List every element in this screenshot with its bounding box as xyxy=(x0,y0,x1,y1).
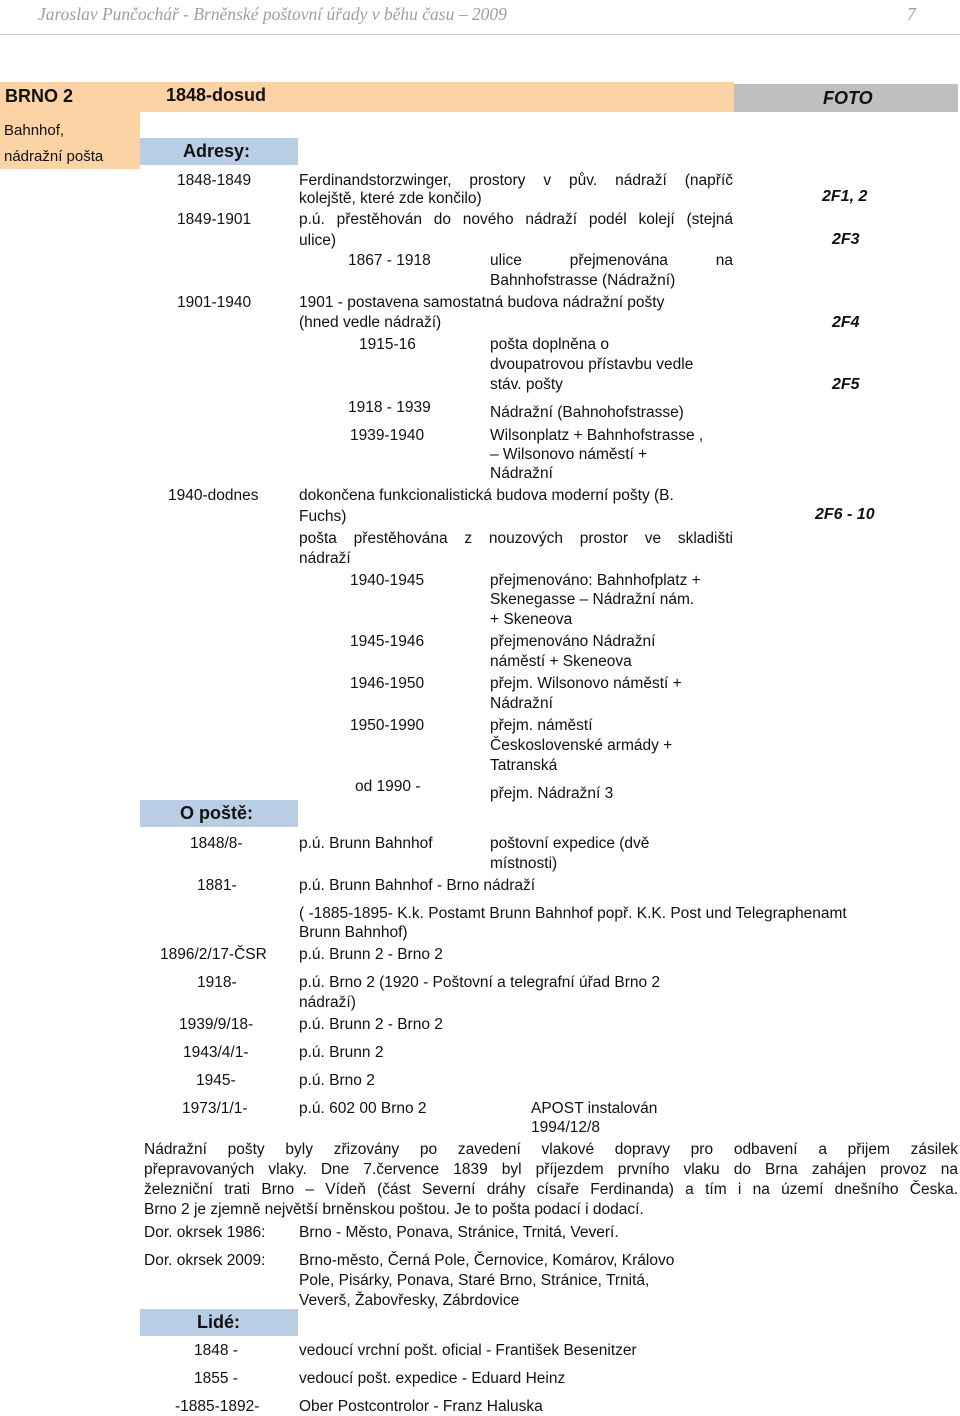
address-text: Wilsonplatz + Bahnhofstrasse , xyxy=(490,427,704,444)
address-text: Fuchs) xyxy=(299,508,347,525)
address-text: Tatranská xyxy=(490,757,558,774)
address-year: 1901-1940 xyxy=(177,294,252,311)
address-year: 1940-1945 xyxy=(350,572,425,589)
address-text: Bahnhofstrasse (Nádražní) xyxy=(490,272,676,289)
address-text: přejm. náměstí xyxy=(490,717,593,734)
o-poste-heading: O poště: xyxy=(180,803,254,823)
district-text: Brno-město, Černá Pole, Černovice, Komárov, Královo xyxy=(299,1252,675,1269)
address-text: pošta přestěhována z nouzových prostor ve skladišti xyxy=(299,530,733,547)
about-date: 1848/8- xyxy=(190,835,243,852)
address-text: Nádražní xyxy=(490,695,553,712)
about-note: ( -1885-1895- K.k. Postamt Brunn Bahnhof popř. K.K. Post und Telegraphenamt xyxy=(299,905,847,922)
person-date: 1855 - xyxy=(194,1370,238,1387)
about-date: 1945- xyxy=(196,1072,236,1089)
district-text: Veverš, Žabovřesky, Zábrdovice xyxy=(299,1292,520,1309)
photo-ref: 2F3 xyxy=(832,231,860,248)
address-text: Ferdinandstorzwinger, prostory v pův. nádraží (napříč xyxy=(299,172,733,189)
person-date: 1848 - xyxy=(194,1342,238,1359)
address-year: 1946-1950 xyxy=(350,675,425,692)
photo-ref: 2F6 - 10 xyxy=(815,506,875,523)
lide-heading: Lidé: xyxy=(197,1312,240,1332)
address-text: ulice) xyxy=(299,232,337,249)
person-text: Ober Postcontrolor - Franz Haluska xyxy=(299,1398,543,1415)
photo-ref: 2F5 xyxy=(832,376,860,393)
address-year: 1939-1940 xyxy=(350,427,425,444)
about-name: p.ú. Brunn Bahnhof xyxy=(299,835,433,852)
paragraph-line: přepravovaných vlaky. Dne 7.července 1839 byl příjezdem prvního vlaku do Brna zahájen provoz na xyxy=(144,1161,958,1178)
photo-ref: 2F1, 2 xyxy=(822,188,868,205)
address-year: od 1990 - xyxy=(355,778,421,795)
address-text: přejmenováno Nádražní xyxy=(490,633,656,650)
address-text: Československé armády + xyxy=(490,737,673,754)
about-date: 1943/4/1- xyxy=(183,1044,249,1061)
about-name: p.ú. Brno 2 xyxy=(299,1072,375,1089)
address-text: přejm. Wilsonovo náměstí + xyxy=(490,675,682,692)
history-paragraph xyxy=(144,1140,958,1220)
paragraph-line: Brno 2 je zjemně největší brněnskou poštou. Je to pošta podací i dodací. xyxy=(144,1201,644,1218)
address-text: dvoupatrovou přístavbu vedle xyxy=(490,356,694,373)
header-divider xyxy=(0,34,960,35)
about-name: p.ú. Brunn 2 - Brno 2 xyxy=(299,946,443,963)
address-text: přejm. Nádražní 3 xyxy=(490,785,614,802)
about-note: APOST instalován xyxy=(531,1100,658,1117)
person-date: -1885-1892- xyxy=(175,1398,260,1415)
district-label: Dor. okrsek 2009: xyxy=(144,1252,266,1269)
about-name: p.ú. Brunn 2 xyxy=(299,1044,384,1061)
address-text: kolejště, které zde končilo) xyxy=(299,190,482,207)
address-year: 1940-dodnes xyxy=(168,487,259,504)
about-date: 1896/2/17-ČSR xyxy=(160,946,267,963)
page-number: 7 xyxy=(907,4,916,24)
paragraph-line: Nádražní pošty byly zřizovány po zavedení vlakové dopravy pro odbavení a přijem zásilek xyxy=(144,1141,958,1158)
office-subtitle-line1: Bahnhof, xyxy=(4,122,65,139)
address-text: (hned vedle nádraží) xyxy=(299,314,442,331)
address-text: stáv. pošty xyxy=(490,376,563,393)
paragraph-line: železniční trati Brno – Vídeň (část Severní dráhy císaře Ferdinanda) a tím i na území dnešního Česka. xyxy=(144,1181,958,1198)
address-text: nádraží xyxy=(299,550,351,567)
address-text: p.ú. přestěhován do nového nádraží podél kolejí (stejná xyxy=(299,211,733,228)
office-name: BRNO 2 xyxy=(5,86,74,106)
address-year: 1849-1901 xyxy=(177,211,252,228)
address-text: ulice přejmenována na xyxy=(490,252,733,269)
address-year: 1945-1946 xyxy=(350,633,425,650)
district-label: Dor. okrsek 1986: xyxy=(144,1224,266,1241)
office-subtitle-line2: nádražní pošta xyxy=(4,148,104,165)
address-text: přejmenováno: Bahnhofplatz + xyxy=(490,572,701,589)
address-text: Nádražní (Bahnohofstrasse) xyxy=(490,404,684,421)
address-year: 1867 - 1918 xyxy=(348,252,431,269)
person-text: vedoucí pošt. expedice - Eduard Heinz xyxy=(299,1370,566,1387)
adresy-heading: Adresy: xyxy=(183,141,251,161)
address-text: Skenegasse – Nádražní nám. xyxy=(490,591,695,608)
address-text: – Wilsonovo náměstí + xyxy=(490,446,648,463)
about-name: nádraží) xyxy=(299,994,356,1011)
address-year: 1918 - 1939 xyxy=(348,399,431,416)
district-text: Pole, Pisárky, Ponava, Staré Brno, Stránice, Trnitá, xyxy=(299,1272,650,1289)
about-name: p.ú. 602 00 Brno 2 xyxy=(299,1100,427,1117)
office-period: 1848-dosud xyxy=(166,85,267,105)
address-text: pošta doplněna o xyxy=(490,336,609,353)
about-name: p.ú. Brunn 2 - Brno 2 xyxy=(299,1016,443,1033)
about-date: 1939/9/18- xyxy=(179,1016,254,1033)
person-text: vedoucí vrchní pošt. oficial - František Besenitzer xyxy=(299,1342,637,1359)
address-year: 1950-1990 xyxy=(350,717,425,734)
address-text: náměstí + Skeneova xyxy=(490,653,632,670)
about-date: 1918- xyxy=(197,974,237,991)
address-year: 1915-16 xyxy=(359,336,416,353)
about-date: 1973/1/1- xyxy=(182,1100,248,1117)
photo-ref: 2F4 xyxy=(832,314,860,331)
address-text: Nádražní xyxy=(490,465,553,482)
address-text: + Skeneova xyxy=(490,611,573,628)
about-name: p.ú. Brunn Bahnhof - Brno nádraží xyxy=(299,877,536,894)
running-header: Jaroslav Punčochář - Brněnské poštovní úřady v běhu času – 2009 xyxy=(38,4,507,24)
about-date: 1881- xyxy=(197,877,237,894)
district-text: Brno - Město, Ponava, Stránice, Trnitá, Veverí. xyxy=(299,1224,619,1241)
about-note: poštovní expedice (dvě xyxy=(490,835,650,852)
foto-label: FOTO xyxy=(823,88,873,108)
address-year: 1848-1849 xyxy=(177,172,252,189)
about-note: Brunn Bahnhof) xyxy=(299,924,408,941)
about-name: p.ú. Brno 2 (1920 - Poštovní a telegrafní úřad Brno 2 xyxy=(299,974,661,991)
address-text: 1901 - postavena samostatná budova nádražní pošty xyxy=(299,294,665,311)
about-note: 1994/12/8 xyxy=(531,1119,600,1136)
address-text: dokončena funkcionalistická budova moderní pošty (B. xyxy=(299,487,674,504)
about-note: místnosti) xyxy=(490,855,558,872)
